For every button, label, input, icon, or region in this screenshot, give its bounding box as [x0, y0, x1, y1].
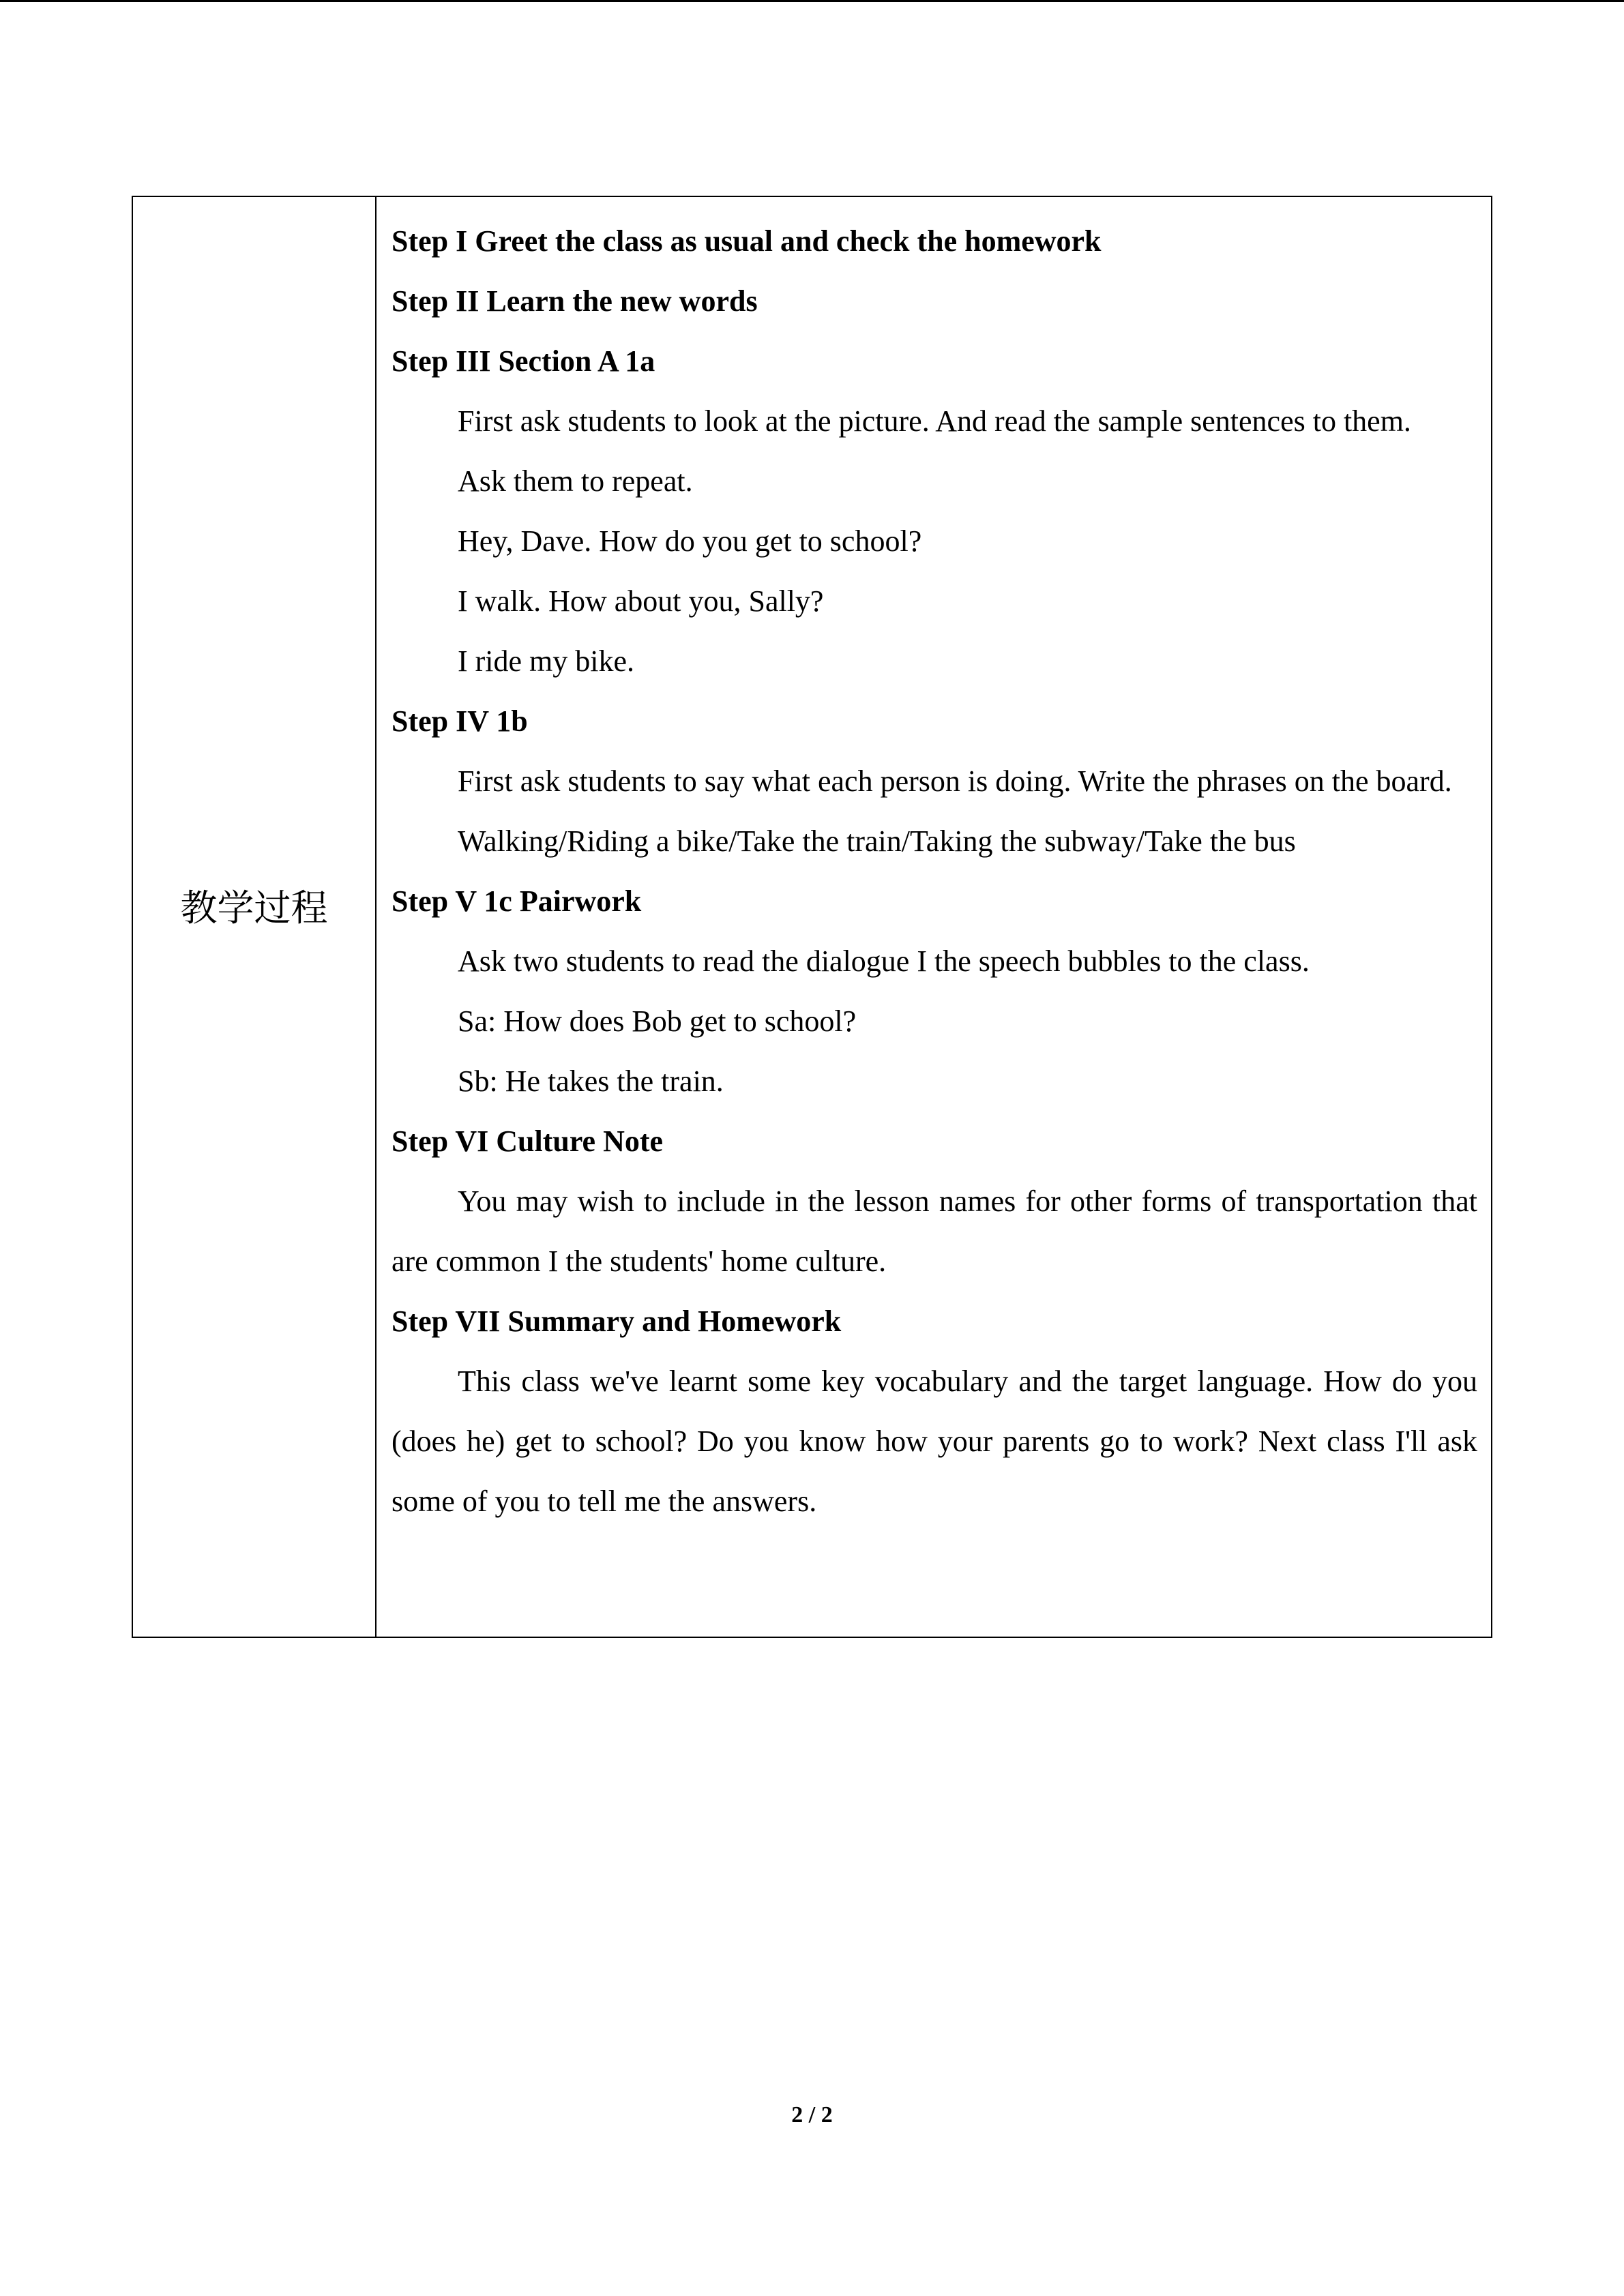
label-cell — [133, 197, 377, 1637]
paragraph: First ask students to say what each person is doing. Write the phrases on the board. — [458, 764, 1452, 798]
content-cell — [377, 197, 1491, 1637]
indented-line: Hey, Dave. How do you get to school? — [458, 524, 922, 558]
page-number: 2 / 2 — [791, 2102, 833, 2128]
paragraph: First ask students to look at the picture. And read the sample sentences to them. — [458, 404, 1411, 438]
step-heading: Step IV 1b — [392, 704, 528, 738]
indented-line: I walk. How about you, Sally? — [458, 584, 824, 618]
step-heading: Step III Section A 1a — [392, 344, 655, 378]
section-label: 教学过程 — [180, 886, 328, 929]
indented-line: Ask them to repeat. — [458, 464, 693, 498]
indented-line: I ride my bike. — [458, 644, 635, 678]
step-heading: Step II Learn the new words — [392, 284, 758, 318]
indented-line: Walking/Riding a bike/Take the train/Taking the subway/Take the bus — [458, 824, 1296, 858]
lesson-table — [132, 196, 1492, 1638]
paragraph: You may wish to include in the lesson names for other forms of transportation that are common I the students' home culture. — [392, 1184, 1477, 1278]
indented-line: Sb: He takes the train. — [458, 1064, 724, 1098]
top-border-rule — [0, 0, 1624, 2]
indented-line: Ask two students to read the dialogue I the speech bubbles to the class. — [458, 944, 1310, 978]
indented-line: Sa: How does Bob get to school? — [458, 1004, 857, 1038]
step-heading: Step VI Culture Note — [392, 1124, 664, 1158]
step-heading: Step I Greet the class as usual and check the homework — [392, 224, 1102, 258]
step-heading: Step VII Summary and Homework — [392, 1304, 842, 1338]
paragraph: This class we've learnt some key vocabulary and the target language. How do you (does he) get to school? Do you know how your parents go to work? Next class I'll ask some of you to tell me the answers. — [392, 1365, 1477, 1518]
step-heading: Step V 1c Pairwork — [392, 884, 642, 918]
